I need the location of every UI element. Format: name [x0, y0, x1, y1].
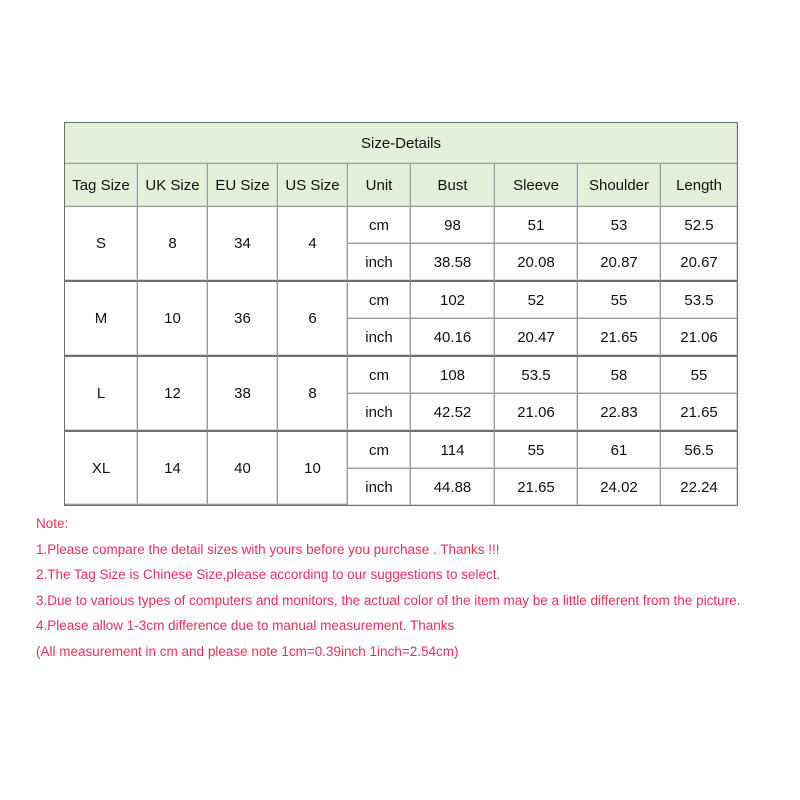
- unit-cell: inch: [348, 319, 411, 357]
- notes-section: [36, 515, 796, 668]
- table-row: [65, 207, 737, 244]
- shoulder-cell: 58: [578, 357, 661, 394]
- unit-cell: cm: [348, 357, 411, 394]
- bust-cell: 44.88: [411, 469, 495, 505]
- uk-size-cell: 14: [138, 432, 208, 505]
- bust-cell: 38.58: [411, 244, 495, 282]
- length-cell: 53.5: [661, 282, 737, 319]
- eu-size-cell: 40: [208, 432, 278, 505]
- note-line-3: 3.Due to various types of computers and monitors, the actual color of the item may be a little different from the picture.: [36, 592, 741, 608]
- tag-size-cell: XL: [65, 432, 138, 505]
- length-cell: 21.65: [661, 394, 737, 432]
- uk-size-cell: 10: [138, 282, 208, 357]
- bust-cell: 98: [411, 207, 495, 244]
- length-cell: 21.06: [661, 319, 737, 357]
- unit-cell: cm: [348, 207, 411, 244]
- shoulder-cell: 24.02: [578, 469, 661, 505]
- unit-cell: inch: [348, 394, 411, 432]
- length-cell: 20.67: [661, 244, 737, 282]
- sleeve-cell: 20.08: [495, 244, 578, 282]
- header-us-size: US Size: [278, 164, 348, 207]
- header-sleeve: Sleeve: [495, 164, 578, 207]
- header-row: [65, 164, 737, 207]
- header-tag-size: Tag Size: [65, 164, 138, 207]
- sleeve-cell: 51: [495, 207, 578, 244]
- table-title: Size-Details: [65, 123, 737, 164]
- shoulder-cell: 55: [578, 282, 661, 319]
- sleeve-cell: 55: [495, 432, 578, 469]
- us-size-cell: 8: [278, 357, 348, 432]
- sleeve-cell: 52: [495, 282, 578, 319]
- size-details-table: [64, 122, 738, 506]
- unit-cell: cm: [348, 432, 411, 469]
- bust-cell: 114: [411, 432, 495, 469]
- eu-size-cell: 38: [208, 357, 278, 432]
- note-line-4: 4.Please allow 1-3cm difference due to manual measurement. Thanks: [36, 618, 455, 633]
- table-row: [65, 357, 737, 394]
- bust-cell: 42.52: [411, 394, 495, 432]
- tag-size-cell: M: [65, 282, 138, 357]
- shoulder-cell: 53: [578, 207, 661, 244]
- header-eu-size: EU Size: [208, 164, 278, 207]
- bust-cell: 108: [411, 357, 495, 394]
- shoulder-cell: 61: [578, 432, 661, 469]
- sleeve-cell: 53.5: [495, 357, 578, 394]
- header-length: Length: [661, 164, 737, 207]
- uk-size-cell: 8: [138, 207, 208, 282]
- note-label: Note:: [36, 516, 69, 531]
- note-line-2: 2.The Tag Size is Chinese Size,please according to our suggestions to select.: [36, 567, 501, 582]
- shoulder-cell: 22.83: [578, 394, 661, 432]
- unit-cell: inch: [348, 244, 411, 282]
- eu-size-cell: 34: [208, 207, 278, 282]
- eu-size-cell: 36: [208, 282, 278, 357]
- unit-cell: cm: [348, 282, 411, 319]
- length-cell: 56.5: [661, 432, 737, 469]
- header-shoulder: Shoulder: [578, 164, 661, 207]
- note-line-1: 1.Please compare the detail sizes with yours before you purchase . Thanks !!!: [36, 541, 500, 557]
- sleeve-cell: 21.06: [495, 394, 578, 432]
- us-size-cell: 6: [278, 282, 348, 357]
- note-line-5: (All measurement in cm and please note 1cm=0.39inch 1inch=2.54cm): [36, 643, 459, 659]
- header-unit: Unit: [348, 164, 411, 207]
- unit-cell: inch: [348, 469, 411, 505]
- length-cell: 52.5: [661, 207, 737, 244]
- tag-size-cell: S: [65, 207, 138, 282]
- bust-cell: 40.16: [411, 319, 495, 357]
- table-row: [65, 432, 737, 469]
- bust-cell: 102: [411, 282, 495, 319]
- uk-size-cell: 12: [138, 357, 208, 432]
- header-uk-size: UK Size: [138, 164, 208, 207]
- length-cell: 55: [661, 357, 737, 394]
- shoulder-cell: 21.65: [578, 319, 661, 357]
- shoulder-cell: 20.87: [578, 244, 661, 282]
- us-size-cell: 10: [278, 432, 348, 505]
- tag-size-cell: L: [65, 357, 138, 432]
- sleeve-cell: 21.65: [495, 469, 578, 505]
- length-cell: 22.24: [661, 469, 737, 505]
- sleeve-cell: 20.47: [495, 319, 578, 357]
- table-row: [65, 282, 737, 319]
- header-bust: Bust: [411, 164, 495, 207]
- us-size-cell: 4: [278, 207, 348, 282]
